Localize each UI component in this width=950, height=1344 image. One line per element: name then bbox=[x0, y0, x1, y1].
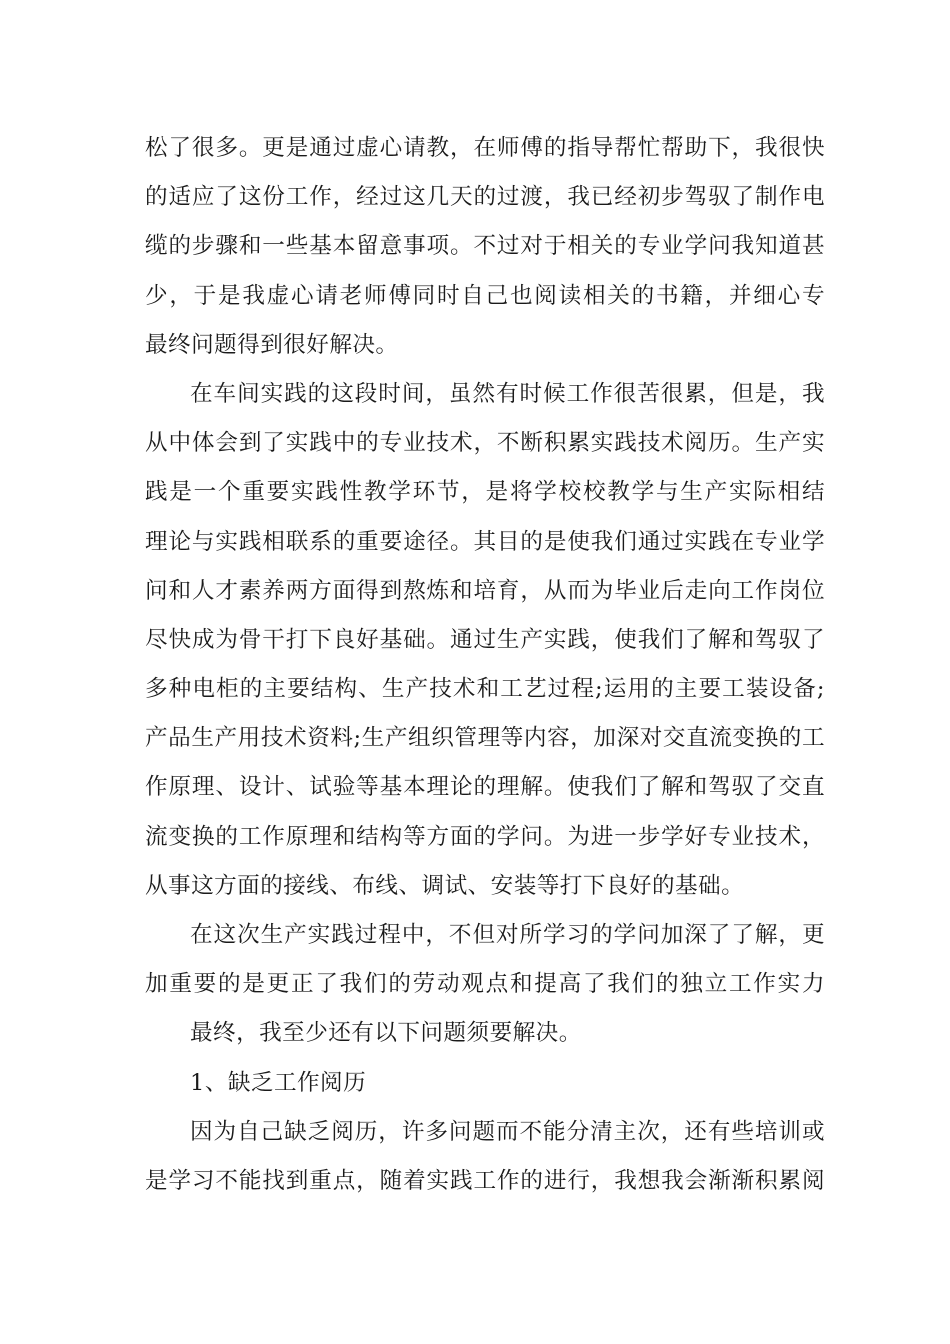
text-line: 从中体会到了实践中的专业技术，不断积累实践技术阅历。生产实 bbox=[145, 430, 825, 457]
text-line: 因为自己缺乏阅历，许多问题而不能分清主次，还有些培训或 bbox=[190, 1118, 825, 1145]
text-line: 加重要的是更正了我们的劳动观点和提高了我们的独立工作实力 bbox=[145, 971, 825, 998]
text-line: 松了很多。更是通过虚心请教，在师傅的指导帮忙帮助下，我很快 bbox=[145, 135, 825, 161]
text-line: 在车间实践的这段时间，虽然有时候工作很苦很累，但是，我 bbox=[190, 380, 825, 407]
text-line: 最终问题得到很好解决。 bbox=[145, 331, 399, 358]
text-line: 践是一个重要实践性教学环节，是将学校校教学与生产实际相结 bbox=[145, 479, 825, 506]
text-line: 尽快成为骨干打下良好基础。通过生产实践，使我们了解和驾驭了 bbox=[145, 626, 825, 653]
text-line: 少，于是我虚心请老师傅同时自己也阅读相关的书籍，并细心专 bbox=[145, 282, 825, 309]
text-line: 缆的步骤和一些基本留意事项。不过对于相关的专业学问我知道甚 bbox=[145, 233, 825, 260]
text-line: 理论与实践相联系的重要途径。其目的是使我们通过实践在专业学 bbox=[145, 528, 825, 555]
text-line: 1、缺乏工作阅历 bbox=[190, 1069, 367, 1096]
text-line: 多种电柜的主要结构、生产技术和工艺过程;运用的主要工装设备; bbox=[145, 676, 825, 703]
text-line: 问和人才素养两方面得到熬炼和培育，从而为毕业后走向工作岗位 bbox=[145, 577, 825, 604]
text-line: 产品生产用技术资料;生产组织管理等内容，加深对交直流变换的工 bbox=[145, 725, 825, 752]
text-line: 的适应了这份工作，经过这几天的过渡，我已经初步驾驭了制作电 bbox=[145, 184, 825, 211]
text-line: 是学习不能找到重点，随着实践工作的进行，我想我会渐渐积累阅 bbox=[145, 1167, 825, 1194]
text-line: 最终，我至少还有以下问题须要解决。 bbox=[190, 1020, 582, 1047]
document-body bbox=[145, 124, 825, 1206]
text-line: 作原理、设计、试验等基本理论的理解。使我们了解和驾驭了交直 bbox=[145, 774, 825, 801]
text-line: 从事这方面的接线、布线、调试、安装等打下良好的基础。 bbox=[145, 872, 745, 899]
text-line: 流变换的工作原理和结构等方面的学问。为进一步学好专业技术， bbox=[145, 823, 825, 850]
text-line: 在这次生产实践过程中，不但对所学习的学问加深了了解，更 bbox=[190, 922, 825, 948]
